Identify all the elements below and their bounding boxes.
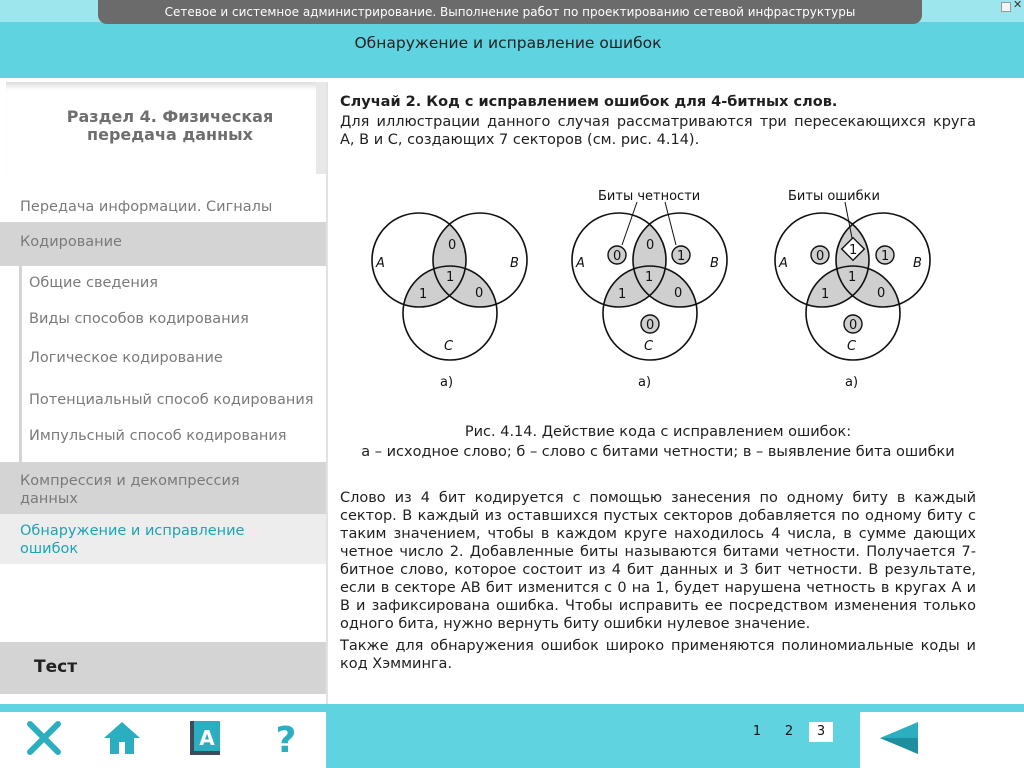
help-icon[interactable] [266,718,306,758]
nav-item-potential[interactable]: Потенциальный способ кодирования [29,392,314,408]
parity-bit-b: 1 [677,249,686,264]
body-paragraph-1: Слово из 4 бит кодируется с помощью занесения по одному биту в каждый сектор. В каждый из оставшихся пустых секторов добавляется по одному биту с таким значением, чтобы в каждом круге находилось 4 числа, в сумме дающих четное число 2. Добавленные биты называются битами четности. Получается 7-битное слово, которое состоит из 4 бит данных и 3 бит четности. В результате, если в секторе AB бит изменится с 0 на 1, будет нарушена четность в кругах A и B и зафиксирована ошибка. Чтобы исправить ее посредством изменения только одного бита, нужно вернуть биту ошибки нулевое значение. [340,490,976,632]
page-2-link[interactable]: 2 [784,724,794,739]
nav-item-signals[interactable]: Передача информации. Сигналы [20,199,273,215]
data-bit-ab: 0 [448,238,457,253]
venn-diagram-error [775,189,930,390]
error-data-bit-ab: 1 [849,243,858,258]
parity-bit-c: 0 [646,318,655,333]
section-title [20,108,320,144]
section-title-line1: Раздел 4. Физическая [66,107,274,126]
circle-b-label: B [510,256,519,271]
header [0,0,1024,78]
circle-c-label: C [644,339,654,354]
sidebar-border [326,82,328,704]
figure-caption [340,422,976,462]
subfigure-label-c: а) [845,375,859,390]
close-icon[interactable] [24,718,64,758]
venn-figure [340,180,976,410]
nav-item-encoding[interactable]: Кодирование [0,222,326,266]
nav-item-impulse[interactable]: Импульсный способ кодирования [29,428,287,444]
intro-paragraph: Для иллюстрации данного случая рассматриваются три пересекающихся круга A, B и C, создающих 7 секторов (см. рис. 4.14). [340,114,976,148]
course-title: Сетевое и системное администрирование. Выполнение работ по проектированию сетевой инфраструктуры [98,0,922,24]
data-bit-abc: 1 [848,270,857,285]
caption-line2: а – исходное слово; б – слово с битами четности; в – выявление бита ошибки [361,444,955,460]
subfigure-label-a: а) [440,375,454,390]
footer [0,704,1024,768]
nav-item-encoding-types[interactable]: Виды способов кодирования [29,311,249,327]
page-3-current[interactable]: 3 [809,722,833,742]
page-title: Обнаружение и исправление ошибок [354,34,662,52]
error-bits-label: Биты ошибки [788,189,880,204]
content [340,94,976,149]
restore-icon[interactable] [1001,2,1011,12]
sidebar [0,78,328,704]
data-bit-ab: 0 [646,238,655,253]
help-glyph: ? [275,720,297,758]
back-arrow-icon[interactable] [878,716,922,760]
data-bit-bc: 0 [674,286,683,301]
circle-c-label: C [847,339,857,354]
circle-b-label: B [710,256,719,271]
case-heading: Случай 2. Код с исправлением ошибок для 4-битных слов. [340,94,838,110]
data-bit-ac: 1 [821,287,830,302]
data-bit-abc: 1 [446,270,455,285]
circle-a-label: A [576,256,585,271]
nav-item-compression[interactable]: Компрессия и декомпрессия данных [0,462,326,514]
nav-item-test[interactable]: Тест [0,642,326,694]
venn-diagram-original [372,213,527,390]
caption-line1: Рис. 4.14. Действие кода с исправлением ошибок: [464,424,852,440]
pagination [745,722,833,742]
subfigure-label-b: а) [638,375,652,390]
nav-item-logical[interactable]: Логическое кодирование [29,350,223,366]
parity-bit-c: 0 [849,318,858,333]
circle-a-label: A [779,256,788,271]
home-icon[interactable] [102,718,142,758]
data-bit-ac: 1 [419,287,428,302]
parity-bit-a: 0 [816,249,825,264]
parity-bit-b: 1 [881,249,890,264]
close-icon[interactable]: ✕ [1013,0,1023,11]
venn-diagram-parity [572,189,727,390]
parity-bit-a: 0 [613,249,622,264]
nav-item-general[interactable]: Общие сведения [29,275,158,291]
circle-a-label: A [376,256,385,271]
data-bit-ac: 1 [618,287,627,302]
parity-bits-label: Биты четности [598,189,701,204]
page-1-link[interactable]: 1 [752,724,762,739]
book-icon[interactable] [186,718,226,758]
nav-item-error-correction[interactable]: Обнаружение и исправление ошибок [0,514,326,564]
data-bit-bc: 0 [877,286,886,301]
section-title-line2: передача данных [87,125,253,144]
body-text [340,489,976,677]
data-bit-abc: 1 [645,270,654,285]
data-bit-bc: 0 [475,286,484,301]
circle-b-label: B [913,256,922,271]
book-glyph: A [199,726,215,750]
body-paragraph-2: Также для обнаружения ошибок широко применяются полиномиальные коды и код Хэмминга. [340,638,976,672]
circle-c-label: C [444,339,454,354]
window-controls [1000,0,1024,14]
